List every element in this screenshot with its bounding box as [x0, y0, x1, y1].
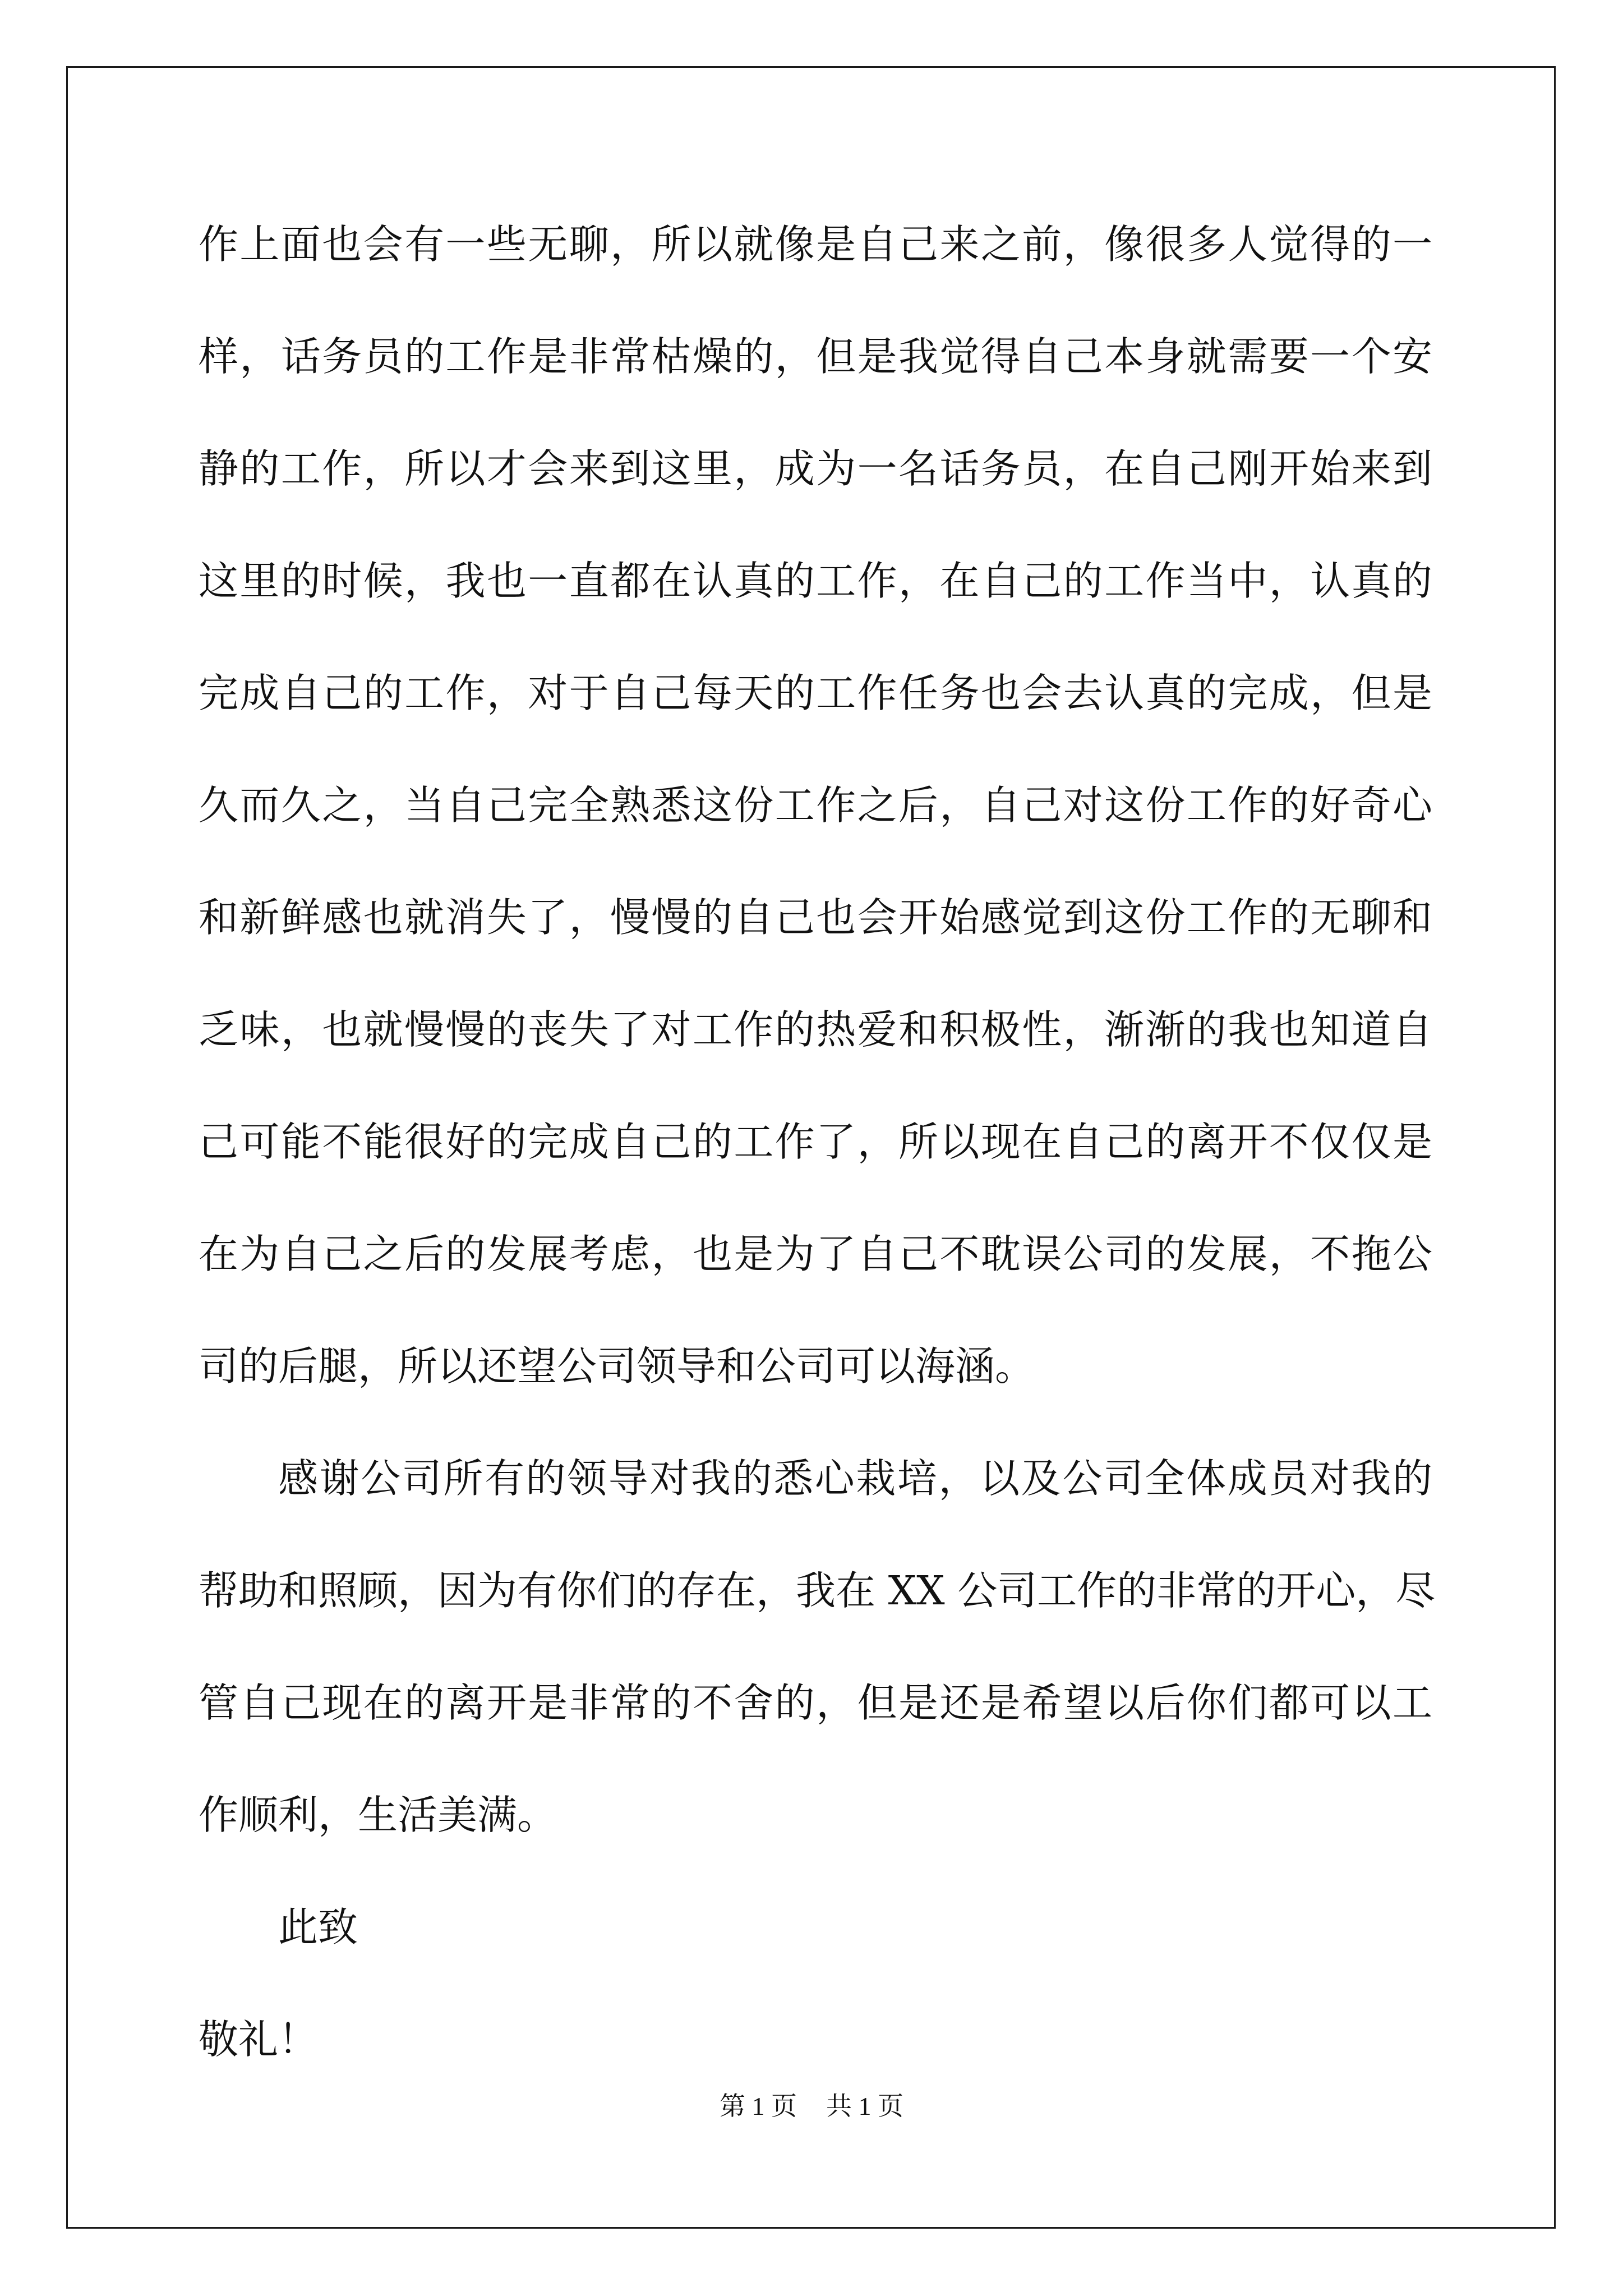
text-line: 感谢公司所有的领导对我的悉心栽培，以及公司全体成员对我的: [278, 1455, 1432, 1502]
paragraph-2: [199, 1451, 1436, 1899]
text-line: 样，话务员的工作是非常枯燥的，但是我觉得自己本身就需要一个安: [199, 333, 1432, 380]
page-footer: [0, 2090, 1623, 2123]
text-line: 和新鲜感也就消失了，慢慢的自己也会开始感觉到这份工作的无聊和: [199, 894, 1432, 941]
text-line: 久而久之，当自己完全熟悉这份工作之后，自己对这份工作的好奇心: [199, 782, 1432, 829]
paragraph-1: [199, 217, 1432, 1451]
text-line: 帮助和照顾，因为有你们的存在，我在 XX 公司工作的非常的开心，尽: [199, 1567, 1436, 1614]
closing-regards: 敬礼！: [199, 2016, 319, 2063]
text-line: 静的工作，所以才会来到这里，成为一名话务员，在自己刚开始来到: [199, 445, 1432, 492]
text-line: 作顺利，生活美满。: [199, 1792, 557, 1838]
text-line: 作上面也会有一些无聊，所以就像是自己来之前，像很多人觉得的一: [199, 221, 1432, 268]
text-line: 这里的时候，我也一直都在认真的工作，在自己的工作当中，认真的: [199, 558, 1432, 604]
document-body: [199, 217, 1436, 2124]
text-line: 乏味，也就慢慢的丧失了对工作的热爱和积极性，渐渐的我也知道自: [199, 1006, 1432, 1053]
text-line: 在为自己之后的发展考虑，也是为了自己不耽误公司的发展，不拖公: [199, 1231, 1432, 1277]
closing-salutation: 此致: [278, 1904, 358, 1950]
text-line: 管自己现在的离开是非常的不舍的，但是还是希望以后你们都可以工: [199, 1680, 1432, 1726]
page-total: 共 1 页: [826, 2092, 903, 2120]
text-line: 司的后腿，所以还望公司领导和公司可以海涵。: [199, 1343, 1035, 1389]
page-number: 第 1 页: [720, 2092, 797, 2120]
text-line: 己可能不能很好的完成自己的工作了，所以现在自己的离开不仅仅是: [199, 1119, 1432, 1165]
text-line: 完成自己的工作，对于自己每天的工作任务也会去认真的完成，但是: [199, 670, 1432, 716]
